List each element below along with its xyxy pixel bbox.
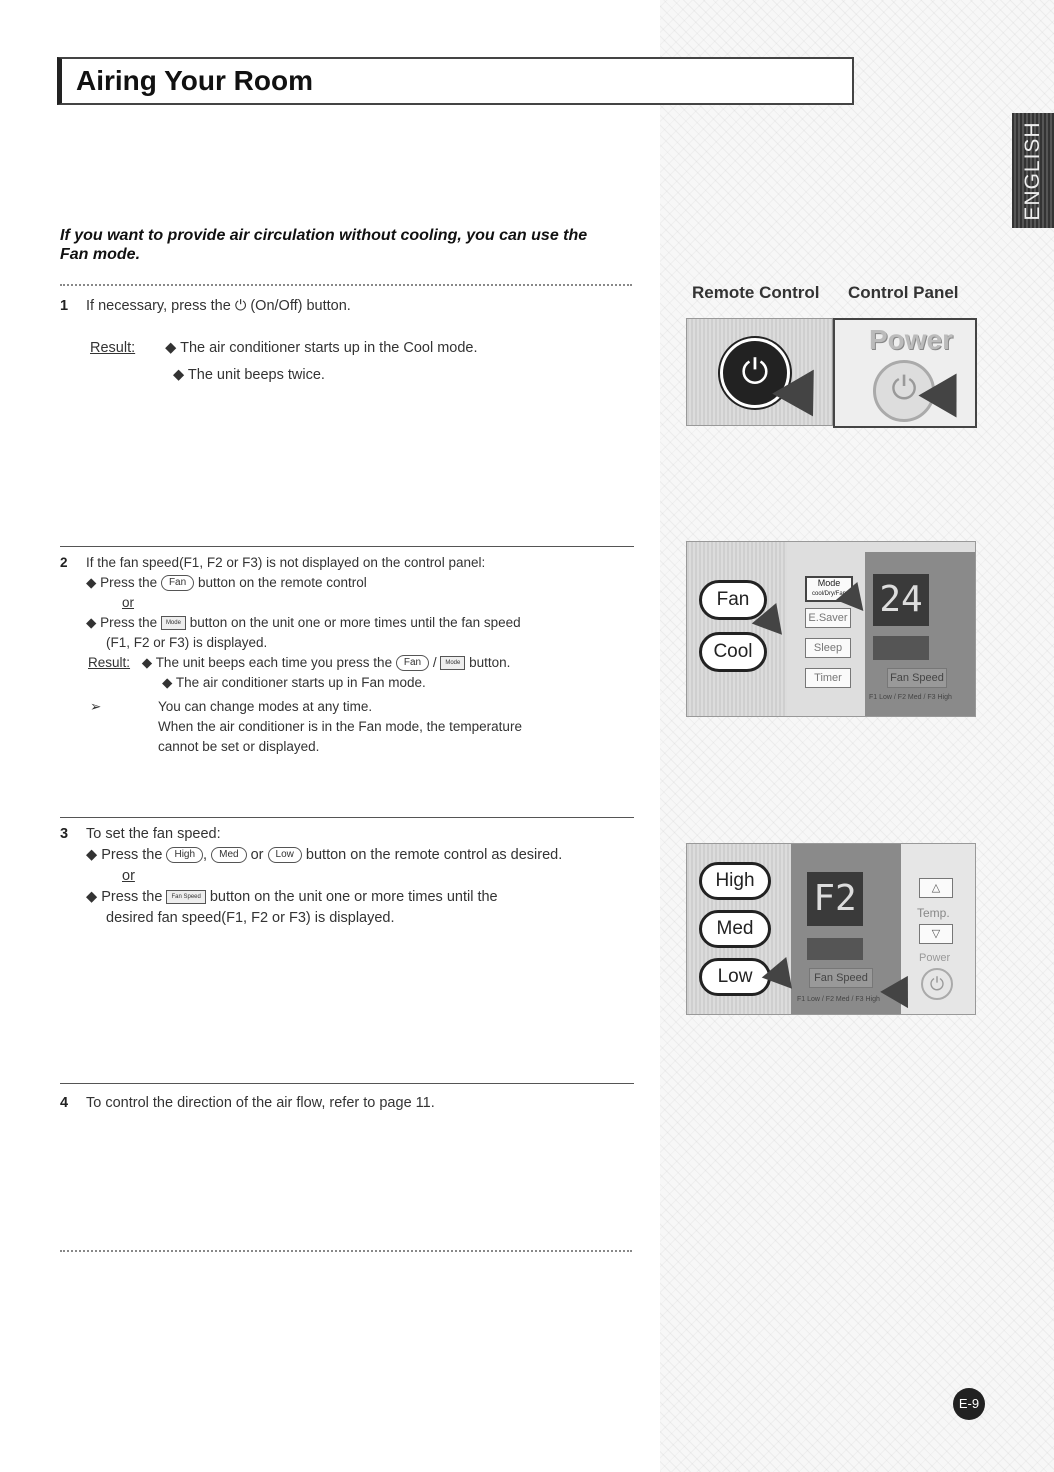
sleep-button: Sleep (805, 638, 851, 658)
cool-button: Cool (699, 632, 767, 672)
or-label: or (122, 595, 135, 610)
step-1 (60, 296, 351, 317)
fan-button-glyph: Fan (161, 575, 194, 591)
temp-up-button: △ (919, 878, 953, 898)
fan-speed-indicator (807, 938, 863, 960)
fan-speed-button-glyph: Fan Speed (166, 890, 205, 904)
divider-2 (60, 546, 634, 547)
temp-label: Temp. (917, 906, 950, 920)
power-icon: ⏻ (921, 968, 953, 1000)
display-panel (865, 552, 975, 716)
divider-top (60, 284, 632, 286)
step-2-b2-cont: (F1, F2 or F3) is displayed. (106, 635, 268, 650)
low-button: Low (699, 958, 771, 996)
divider-4 (60, 1083, 634, 1084)
language-tab (1012, 113, 1054, 228)
high-button: High (699, 862, 771, 900)
note-1: You can change modes at any time. (158, 699, 373, 714)
step-1-result-2: ◆ The unit beeps twice. (173, 367, 325, 383)
temperature-display: 24 (873, 574, 929, 626)
step-3-intro: To set the fan speed: (86, 826, 221, 842)
step-2-r1: The unit beeps each time you press the (155, 655, 393, 670)
sidebar-pattern (660, 0, 1054, 1472)
step-3-b1-after: button on the remote control as desired. (305, 847, 563, 863)
fan-speed-button: Fan Speed (809, 968, 873, 988)
high-button-glyph: High (166, 847, 203, 863)
low-button-glyph: Low (268, 847, 302, 863)
note-2: When the air conditioner is in the Fan mode, the temperature (158, 719, 522, 734)
med-button: Med (699, 910, 771, 948)
fan-speed-display: F2 (807, 872, 863, 926)
power-label: Power (919, 952, 951, 964)
step-2-r2: The air conditioner starts up in Fan mode. (175, 675, 426, 690)
e-saver-button: E.Saver (805, 608, 851, 628)
step-4-text: To control the direction of the air flow, refer to page 11. (86, 1095, 435, 1111)
result-1: The air conditioner starts up in the Cool mode. (180, 340, 478, 356)
remote-control-header: Remote Control (692, 283, 820, 302)
power-icon: ⏻ (741, 353, 769, 391)
step-number: 3 (60, 826, 69, 842)
or-label: or (122, 868, 135, 884)
step-2-b2-after: button on the unit one or more times until the fan speed (189, 615, 521, 630)
step-3-b2-after: button on the unit one or more times until the (209, 889, 498, 905)
fan-speed-button: Fan Speed (887, 668, 947, 688)
temp-down-button: ▽ (919, 924, 953, 944)
step-3-b2: Press the (101, 889, 163, 905)
note-3: cannot be set or displayed. (158, 739, 320, 754)
fan-speed-levels: F1 Low / F2 Med / F3 High (869, 694, 952, 701)
step-3-b1: Press the (101, 847, 163, 863)
step-1-text: If necessary, press the (86, 298, 231, 314)
power-icon: ⏻ (234, 298, 247, 314)
timer-button: Timer (805, 668, 851, 688)
step-3-or: or (250, 847, 264, 863)
language-label: ENGLISH (1021, 120, 1044, 221)
fan-speed-levels: F1 Low / F2 Med / F3 High (797, 996, 880, 1003)
power-label: Power (869, 324, 954, 355)
step-4 (60, 1093, 435, 1114)
step-3: 3 To set the fan speed: ◆ Press the High , Med or Low button on the remote control as desired. or ◆ Press the Fan Speed button on the unit one or more times until the desired fan speed(F1, F2 or F3) is displayed. (60, 824, 660, 929)
mode-button-glyph: Mode (161, 616, 186, 630)
fan-mode-photo (686, 541, 976, 717)
divider-bottom (60, 1250, 632, 1252)
mode-label: Mode (817, 578, 841, 588)
result-label: Result: (88, 655, 131, 670)
fan-button: Fan (699, 580, 767, 620)
step-2: 2 If the fan speed(F1, F2 or F3) is not displayed on the control panel: ◆ Press the Fan button on the remote control or ◆ Press the Mode button on the unit one or more times until the fan speed (F1, F2 or F3) is displayed. Result: ◆ The unit beeps each time you press the Fan / Mode button. ◆ The air conditioner starts up in Fan mode. ➢ You can change modes at any time. When the air conditioner is in the Fan mode, the temperature cannot be set or displayed. (60, 553, 640, 757)
fan-speed-photo (686, 843, 976, 1015)
step-2-b2: Press the (100, 615, 158, 630)
fan-speed-indicator (873, 636, 929, 660)
step-number: 1 (60, 298, 69, 314)
note-arrow-icon: ➢ (90, 699, 102, 714)
page-title: Airing Your Room (76, 65, 313, 96)
step-number: 2 (60, 555, 68, 570)
panel-power-photo (833, 318, 977, 428)
divider-3 (60, 817, 634, 818)
step-1-text-after: (On/Off) button. (250, 298, 351, 314)
mode-sub-label: cool/Dry/Fan (811, 591, 846, 597)
step-2-intro: If the fan speed(F1, F2 or F3) is not displayed on the control panel: (86, 555, 486, 570)
step-number: 4 (60, 1095, 69, 1111)
power-icon: ⏻ (891, 370, 917, 406)
step-3-b2-cont: desired fan speed(F1, F2 or F3) is displayed. (106, 910, 395, 926)
result-label: Result: (90, 340, 136, 356)
med-button-glyph: Med (211, 847, 246, 863)
step-1-result: Result: ◆ The air conditioner starts up in the Cool mode. (90, 340, 478, 356)
result-2: The unit beeps twice. (187, 367, 325, 383)
mode-button-glyph: Mode (440, 656, 465, 670)
intro-text: If you want to provide air circulation without cooling, you can use the Fan mode. (60, 227, 588, 263)
title-box (57, 57, 854, 105)
control-panel-header: Control Panel (848, 283, 959, 302)
step-2-r1-after: button. (469, 655, 511, 670)
step-2-b1-after: button on the remote control (197, 575, 367, 590)
fan-button-glyph: Fan (396, 655, 429, 671)
step-2-b1: Press the (100, 575, 158, 590)
remote-power-photo (686, 318, 833, 426)
page-number: E-9 (953, 1388, 985, 1420)
